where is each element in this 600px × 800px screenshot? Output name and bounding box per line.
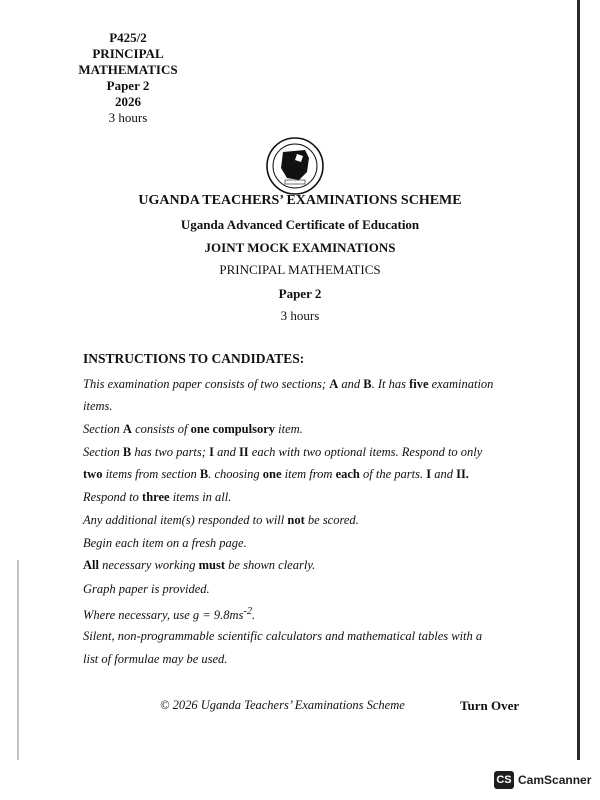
instruction-line: Silent, non-programmable scientific calculators and mathematical tables with a [83, 629, 483, 643]
instruction-line: All necessary working must be shown clearly. [83, 558, 316, 572]
instruction-line: Any additional item(s) responded to will not be scored. [83, 513, 359, 527]
subject-line-2: MATHEMATICS [78, 62, 178, 77]
instruction-line: Graph paper is provided. [83, 582, 210, 596]
duration-title: 3 hours [280, 308, 320, 323]
paper-code: P425/2 [109, 30, 147, 45]
turn-over-label: Turn Over [460, 698, 520, 713]
page-edge-shadow [577, 0, 580, 760]
scheme-title: UGANDA TEACHERS’ EXAMINATIONS SCHEME [138, 193, 462, 208]
subject-line-1: PRINCIPAL [92, 46, 164, 61]
camscanner-watermark [494, 771, 591, 789]
paper-title: Paper 2 [278, 286, 322, 301]
camscanner-icon: CS [494, 771, 514, 789]
subject-title: PRINCIPAL MATHEMATICS [219, 262, 381, 277]
instruction-line: Respond to three items in all. [83, 490, 232, 504]
instruction-line: list of formulae may be used. [83, 652, 228, 666]
instruction-line: This examination paper consists of two sections; A and B. It has five examination [83, 377, 494, 391]
uganda-map-seal-icon [265, 136, 325, 196]
instruction-line: Section B has two parts; I and II each with two optional items. Respond to only [83, 445, 483, 459]
instructions-heading: INSTRUCTIONS TO CANDIDATES: [83, 351, 305, 366]
paper-duration: 3 hours [108, 110, 148, 125]
certificate-title: Uganda Advanced Certificate of Education [180, 217, 420, 232]
copyright-notice: © 2026 Uganda Teachers’ Examinations Scheme [160, 698, 405, 712]
paper-year: 2026 [115, 94, 141, 109]
instruction-line: items. [83, 399, 113, 413]
instruction-line: Where necessary, use $g = 9.8ms^{-2}$. [83, 606, 256, 623]
instruction-line: Section A consists of one compulsory item. [83, 422, 303, 436]
instruction-line: Begin each item on a fresh page. [83, 536, 247, 550]
page-edge-shadow-left [17, 560, 19, 760]
paper-number: Paper 2 [106, 78, 150, 93]
camscanner-label: CamScanner [518, 773, 592, 787]
instruction-line: two items from section B. choosing one item from each of the parts. I and II. [83, 467, 469, 481]
paper-code-block [72, 30, 184, 126]
exam-title: JOINT MOCK EXAMINATIONS [204, 240, 396, 255]
